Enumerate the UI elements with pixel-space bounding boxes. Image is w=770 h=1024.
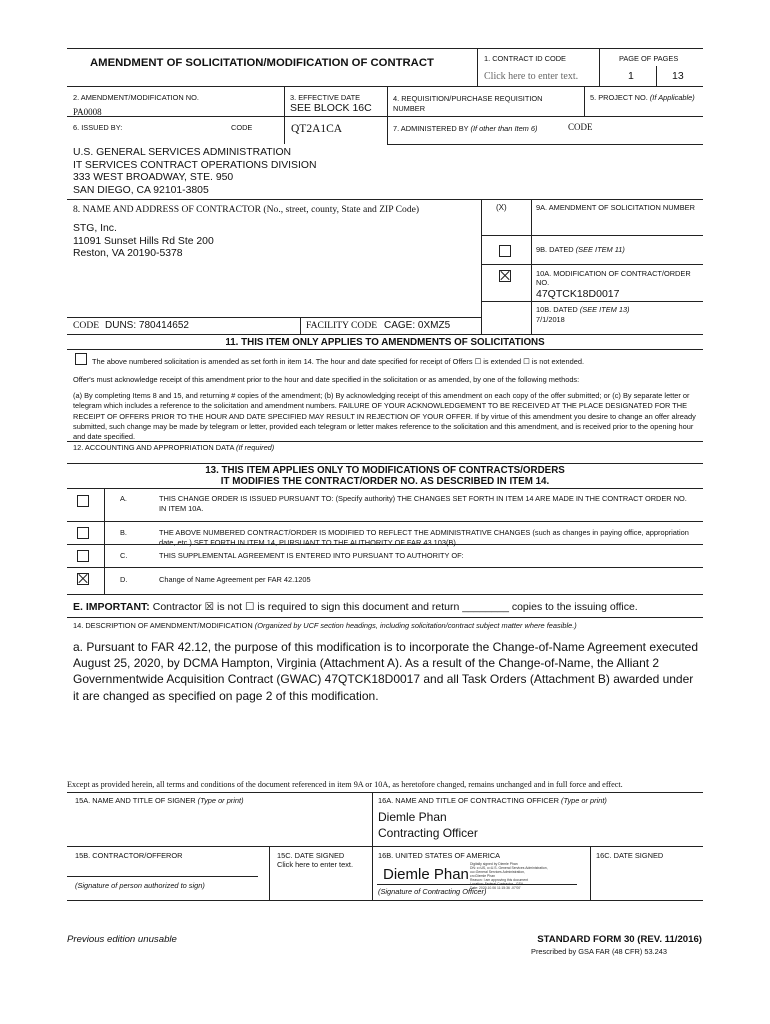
block-10b-label: 10B. DATED (SEE ITEM 13) (536, 305, 630, 314)
item-13c-checkbox[interactable] (77, 550, 89, 562)
form-number: STANDARD FORM 30 (REV. 11/2016) (537, 934, 702, 945)
item-13d-checkbox[interactable] (77, 573, 89, 585)
contractor-code-label: CODE (73, 320, 100, 331)
except-clause: Except as provided herein, all terms and conditions of the document referenced in item 9A or 10A, as heretofore changed, remains unchanged and in full force and effect. (67, 780, 623, 789)
block-16a-label: 16A. NAME AND TITLE OF CONTRACTING OFFICER (Type or print) (378, 796, 607, 805)
cage-code: CAGE: 0XMZ5 (384, 320, 451, 331)
item-11-paragraph: (a) By completing Items 8 and 15, and returning # copies of the amendment; (b) By acknowledging receipt of this amendment on each copy of the offer submitted; or (c) By separate letter or telegram which includes a reference to the solicitation and amendment numbers. FAILURE OF YOUR ACKNOWLEDGEMENT TO BE RECEIVED AT THE PLACE DESIGNATED FOR THE RECEIPT OF OFFERS PRIOR TO THE HOUR AND DATE SPECIFIED MAY RESULT IN REJECTION OF YOUR OFFER. If by virtue of this amendment you desire to change an offer already submitted, such change may be made by telegram or letter, provided each telegram or letter makes reference to the solicitation and this amendment, and is received prior to the opening hour and date specified. (73, 391, 696, 442)
block-10a-label: 10A. MODIFICATION OF CONTRACT/ORDER NO. (536, 269, 691, 287)
item-11-heading: 11. THIS ITEM ONLY APPLIES TO AMENDMENTS OF SOLICITATIONS (225, 337, 545, 348)
important-notice: E. IMPORTANT: Contractor ☒ is not ☐ is required to sign this document and return ________ copies to the issuing office. (73, 601, 638, 613)
item-13b-letter: B. (120, 528, 127, 537)
effective-date-label: 3. EFFECTIVE DATE (290, 93, 361, 102)
block-15c-field[interactable]: Click here to enter text. (277, 860, 353, 869)
block-16b-signature-caption: (Signature of Contracting Officer) (378, 887, 487, 896)
block-9b-checkbox[interactable] (499, 245, 511, 257)
item-14-label: 14. DESCRIPTION OF AMENDMENT/MODIFICATION (Organized by UCF section headings, including solicitation/contract subject matter where feasible.) (73, 621, 577, 630)
item-13a-text: THIS CHANGE ORDER IS ISSUED PURSUANT TO: (Specify authority) THE CHANGES SET FORTH IN ITEM 14 ARE MADE IN THE CONTRACT ORDER NO. IN ITEM 10A. (159, 494, 687, 513)
block-15b-signature-caption: (Signature of person authorized to sign) (75, 881, 205, 890)
item-13-heading-1: 13. THIS ITEM APPLIES ONLY TO MODIFICATIONS OF CONTRACTS/ORDERS (205, 465, 565, 476)
block-10a-value: 47QTCK18D0017 (536, 288, 620, 300)
contract-id-field[interactable]: Click here to enter text. (484, 71, 579, 82)
officer-name: Diemle Phan (378, 810, 447, 824)
officer-title: Contracting Officer (378, 826, 478, 840)
prescribed-by: Prescribed by GSA FAR (48 CFR) 53.243 (531, 947, 667, 956)
page-of-pages-label: PAGE OF PAGES (619, 54, 679, 63)
item-11-checkbox[interactable] (75, 353, 87, 365)
item-13a-checkbox[interactable] (77, 495, 89, 507)
block-9a-label: 9A. AMENDMENT OF SOLICITATION NUMBER (536, 203, 695, 212)
duns-number: DUNS: 780414652 (105, 320, 189, 331)
issuer-address: U.S. GENERAL SERVICES ADMINISTRATION IT SERVICES CONTRACT OPERATIONS DIVISION 333 WEST BROADWAY, STE. 950 SAN DIEGO, CA 92101-3805 (73, 147, 317, 196)
contract-id-label: 1. CONTRACT ID CODE (484, 54, 566, 63)
issued-code-label: CODE (231, 123, 253, 132)
item-11-line2: Offer's must acknowledge receipt of this amendment prior to the hour and date specified in the solicitation or as amended, by one of the following methods: (73, 375, 580, 384)
administered-by-label: 7. ADMINISTERED BY (If other than Item 6) (393, 124, 538, 133)
item-11-line1: The above numbered solicitation is amended as set forth in item 14. The hour and date specified for receipt of Offers ☐ is extended ☐ is not extended. (92, 357, 585, 366)
officer-signature: Diemle Phan (383, 866, 469, 883)
item-13c-letter: C. (120, 551, 128, 560)
contractor-address: STG, Inc. 11091 Sunset Hills Rd Ste 200 Reston, VA 20190-5378 (73, 223, 214, 259)
contractor-label: 8. NAME AND ADDRESS OF CONTRACTOR (No., street, county, State and ZIP Code) (73, 204, 420, 215)
issued-by-label: 6. ISSUED BY: (73, 123, 123, 132)
item-14-description: a. Pursuant to FAR 42.12, the purpose of this modification is to incorporate the Change-of-Name Agreement executed August 25, 2020, by DCMA Hampton, Virginia (Attachment A). As a result of the Change-of-Name, the Alliant 2 Governmentwide Acquisition Contract (GWAC) 47QTCK18D0017 and all Task Orders (Attachment B) awarded under it are changed as specified on page 2 of this modification. (73, 640, 699, 703)
block-9b-label: 9B. DATED (SEE ITEM 11) (536, 245, 625, 254)
form-title: AMENDMENT OF SOLICITATION/MODIFICATION OF CONTRACT (90, 57, 434, 69)
item-13-heading-2: IT MODIFIES THE CONTRACT/ORDER NO. AS DESCRIBED IN ITEM 14. (220, 476, 550, 487)
requisition-label: 4. REQUISITION/PURCHASE REQUISITION NUMBER (393, 94, 543, 113)
issued-code-value: QT2A1CA (291, 123, 343, 135)
facility-code-label: FACILITY CODE (306, 320, 378, 331)
block-16b-label: 16B. UNITED STATES OF AMERICA (378, 851, 501, 860)
item-13b-checkbox[interactable] (77, 527, 89, 539)
amendment-no-label: 2. AMENDMENT/MODIFICATION NO. (73, 93, 199, 102)
block-10a-checkbox[interactable] (499, 270, 511, 282)
project-no-label: 5. PROJECT NO. (If Applicable) (590, 93, 695, 102)
digital-signature-stamp: Digitally signed by Diemle Phan DN: c=US, o=U.S. General Services Administration, ou=General Services Administration, cn=Diemle Phan Reason: I am approving this document Location: Federal Contractor - GSA Date: 2020.10.06 11:15:36 -07'00' (470, 862, 548, 890)
administered-code-label: CODE (568, 122, 593, 132)
previous-edition-note: Previous edition unusable (67, 934, 177, 945)
amendment-no-value: PA0008 (73, 107, 102, 117)
item-12-label: 12. ACCOUNTING AND APPROPRIATION DATA (If required) (73, 443, 275, 452)
item-13b-text: THE ABOVE NUMBERED CONTRACT/ORDER IS MODIFIED TO REFLECT THE ADMINISTRATIVE CHANGES (such as changes in paying office, appropriation date, etc.) SET FORTH IN ITEM 14, PURSUANT TO THE AUTHORITY OF FAR 43.103(B). (159, 528, 689, 547)
block-16c-label: 16C. DATE SIGNED (596, 851, 664, 860)
block-10b-value: 7/1/2018 (536, 315, 565, 324)
block-15b-label: 15B. CONTRACTOR/OFFEROR (75, 851, 183, 860)
block-15c-label: 15C. DATE SIGNED (277, 851, 345, 860)
block-15a-label: 15A. NAME AND TITLE OF SIGNER (Type or print) (75, 796, 244, 805)
item-13a-letter: A. (120, 494, 127, 503)
item-13c-text: THIS SUPPLEMENTAL AGREEMENT IS ENTERED INTO PURSUANT TO AUTHORITY OF: (159, 551, 464, 560)
x-column-label: (X) (496, 203, 507, 212)
page-number: 1 (628, 70, 634, 82)
item-13d-text: Change of Name Agreement per FAR 42.1205 (159, 575, 311, 584)
item-13d-letter: D. (120, 575, 128, 584)
total-pages: 13 (672, 70, 684, 82)
effective-date-value: SEE BLOCK 16C (290, 102, 372, 114)
